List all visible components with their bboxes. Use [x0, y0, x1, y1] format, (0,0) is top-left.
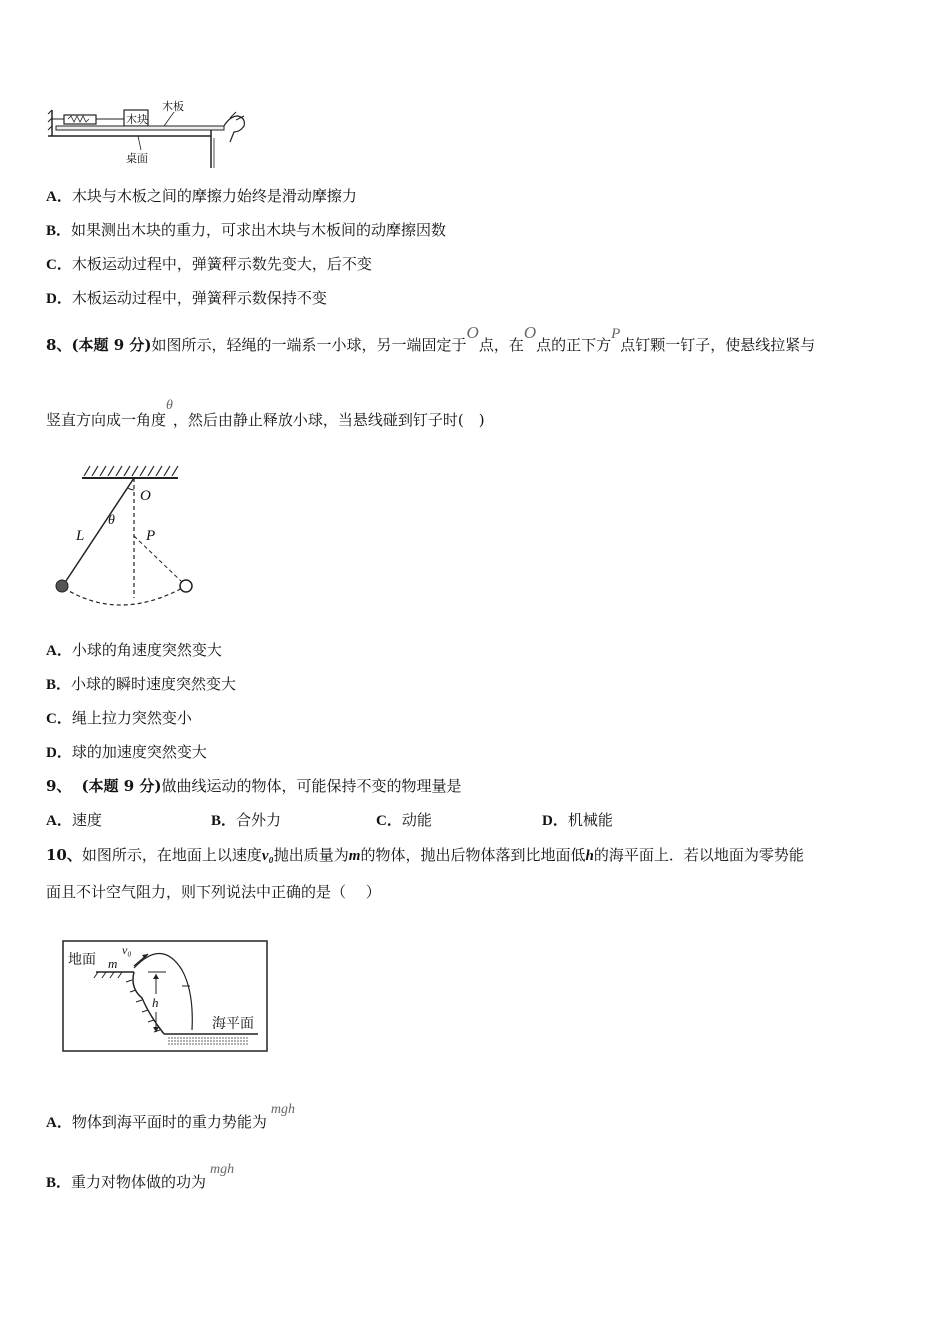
question-number: 10、: [46, 846, 82, 864]
q9-option-d: [542, 810, 613, 831]
q9-stem: [46, 776, 462, 796]
var-theta: θ: [166, 398, 173, 413]
var-o: O: [523, 323, 537, 342]
q8-text6: ，然后由静止释放小球，当悬线碰到钉子时( ): [172, 411, 485, 429]
q10-option-a: [46, 1102, 295, 1134]
q7-option-d: [46, 288, 327, 309]
q10-text2: 抛出质量为: [273, 846, 349, 864]
block-label: 木块: [126, 113, 148, 126]
friction-apparatus-figure: [46, 98, 251, 170]
option-text: 如果测出木块的重力，可求出木块与木板间的动摩擦因数: [71, 221, 447, 239]
q10-option-b: [46, 1162, 235, 1194]
label-p: P: [146, 528, 156, 544]
pendulum-figure: [50, 458, 200, 618]
option-letter: C．: [46, 711, 72, 727]
board-label: 木板: [162, 100, 184, 113]
q10-text1: 如图所示，在地面上以速度: [81, 846, 262, 864]
question-score: (本题 9 分): [81, 777, 162, 795]
option-text: 机械能: [567, 811, 613, 829]
option-text: 速度: [71, 811, 102, 829]
q8-option-b: [46, 674, 236, 695]
label-o: O: [140, 488, 151, 504]
option-text: 小球的角速度突然变大: [71, 641, 222, 659]
option-text: 木块与木板之间的摩擦力始终是滑动摩擦力: [71, 187, 357, 205]
q8-text2: 点，在: [478, 336, 524, 354]
q9-text: 做曲线运动的物体，可能保持不变的物理量是: [161, 777, 462, 795]
table-label: 桌面: [126, 152, 148, 165]
option-text: 重力对物体做的功为: [71, 1173, 207, 1191]
label-theta: θ: [108, 513, 115, 528]
q8-option-c: [46, 708, 192, 729]
label-ground: 地面: [68, 952, 96, 968]
q8-option-d: [46, 742, 207, 763]
q10-text3: 的物体，抛出后物体落到比地面低: [360, 846, 586, 864]
q7-option-b: [46, 220, 446, 241]
option-text: 物体到海平面时的重力势能为: [71, 1113, 267, 1131]
option-letter: B．: [46, 223, 72, 239]
option-letter: B．: [46, 1175, 72, 1191]
q8-text4: 点钉颗一钉子，使悬线拉紧与: [620, 336, 816, 354]
q8-text1: 如图所示，轻绳的一端系一小球，另一端固定于: [151, 336, 467, 354]
var-h: h: [585, 848, 594, 864]
q10-stem-line1: [46, 845, 804, 866]
option-text: 木板运动过程中，弹簧秤示数保持不变: [71, 289, 327, 307]
question-score: (本题 9 分): [71, 336, 152, 354]
q8-text5: 竖直方向成一角度: [46, 411, 167, 429]
q10-stem-line2: [46, 882, 381, 902]
option-letter: A．: [46, 643, 72, 659]
option-letter: A．: [46, 813, 72, 829]
q7-option-c: [46, 254, 372, 275]
q9-option-a: [46, 810, 102, 831]
label-l: L: [76, 528, 85, 544]
option-letter: D．: [46, 291, 72, 307]
option-letter: C．: [376, 813, 402, 829]
option-text: 小球的瞬时速度突然变大: [71, 675, 237, 693]
var-o: O: [466, 323, 479, 342]
q8-stem-line1: [46, 323, 816, 356]
question-number: 9、: [46, 777, 72, 795]
var-mgh: mgh: [210, 1162, 235, 1177]
option-letter: D．: [46, 745, 72, 761]
q8-text3: 点的正下方: [536, 336, 612, 354]
var-v0: v₀: [261, 848, 274, 864]
var-p: P: [611, 326, 621, 342]
option-text: 动能: [401, 811, 432, 829]
option-letter: A．: [46, 1115, 72, 1131]
var-mgh: mgh: [270, 1102, 295, 1117]
option-text: 球的加速度突然变大: [71, 743, 207, 761]
q9-option-b: [211, 810, 281, 831]
q7-option-a: [46, 186, 357, 207]
label-m: m: [108, 956, 118, 971]
option-letter: D．: [542, 813, 568, 829]
question-number: 8、: [46, 336, 72, 354]
label-v0: v₀: [122, 943, 132, 957]
var-m: m: [348, 848, 361, 864]
q10-text5: 面且不计空气阻力，则下列说法中正确的是（ ）: [46, 883, 381, 901]
projectile-cliff-figure: [62, 940, 270, 1054]
option-letter: C．: [46, 257, 72, 273]
label-h: h: [152, 995, 159, 1010]
q8-stem-line2: [46, 398, 485, 432]
option-text: 木板运动过程中，弹簧秤示数先变大，后不变: [71, 255, 372, 273]
option-letter: B．: [211, 813, 237, 829]
q8-option-a: [46, 640, 222, 661]
option-text: 绳上拉力突然变小: [71, 709, 192, 727]
q9-option-c: [376, 810, 432, 831]
q10-text4: 的海平面上．若以地面为零势能: [593, 846, 804, 864]
option-letter: B．: [46, 677, 72, 693]
option-text: 合外力: [236, 811, 282, 829]
option-letter: A．: [46, 189, 72, 205]
label-sea: 海平面: [212, 1016, 254, 1032]
